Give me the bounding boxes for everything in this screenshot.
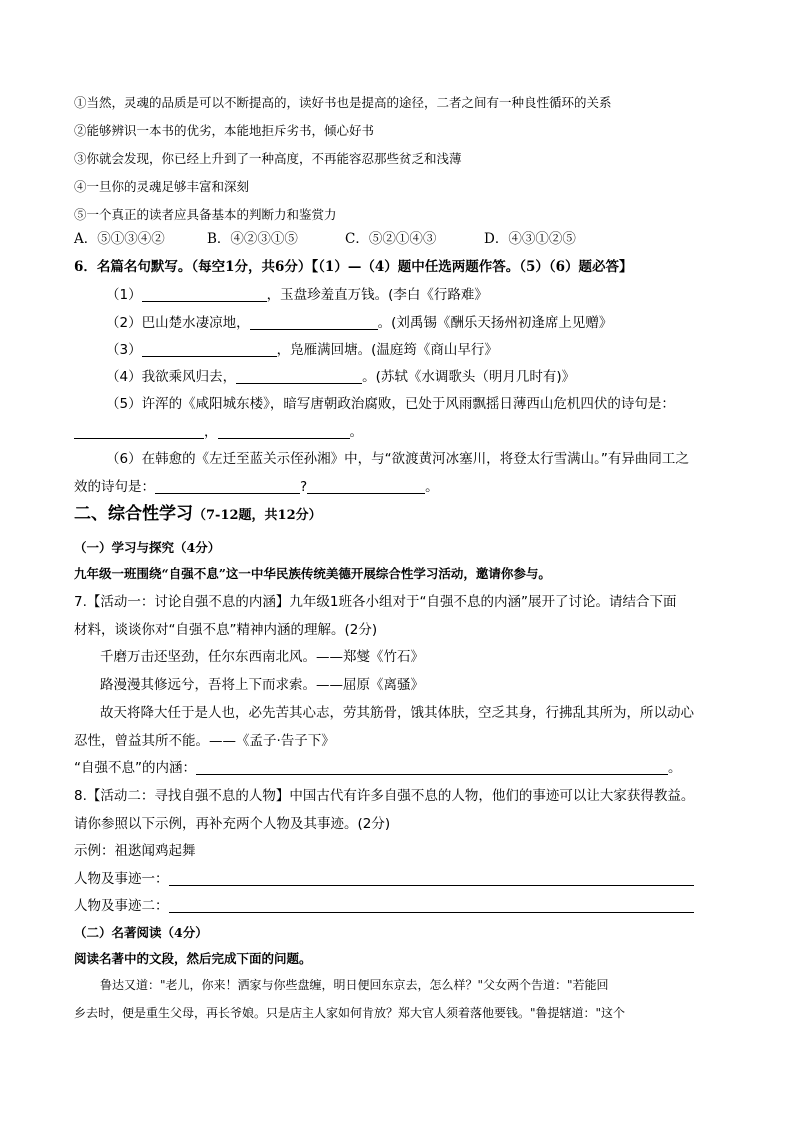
q6-item-4-pre: （4）我欲乘风归去， <box>106 369 237 385</box>
q6-item-2 <box>106 313 612 333</box>
q6-item-4 <box>106 367 575 387</box>
q8-answer-1 <box>74 869 694 889</box>
q7-material-3b: 忍性，曾益其所不能。——《孟子·告子下》 <box>74 733 335 749</box>
q6-item-5-mid: ， <box>204 424 218 440</box>
q6-item-1 <box>106 285 488 305</box>
q7-material-2: 路漫漫其修远兮，吾将上下而求索。——屈原《离骚》 <box>100 677 424 693</box>
passage-line-2: 乡去时，便是重生父母，再长爷娘。只是店主人家如何肯放？郑大官人须着落他要钱。"鲁提辖道："这个 <box>74 1006 626 1020</box>
option-1: ①当然，灵魂的品质是可以不断提高的，读好书也是提高的途径，二者之间有一种良性循环的关系 <box>74 95 612 110</box>
q6-item-5-answers <box>74 422 363 442</box>
answer-blank[interactable] <box>236 369 362 384</box>
q8-answer-1-label: 人物及事迹一： <box>74 871 169 887</box>
q6-item-6-pre: 效的诗句是： <box>74 479 155 495</box>
section-2-heading: 二、综合性学习 <box>74 504 193 524</box>
answer-blank[interactable] <box>142 287 267 302</box>
q8-answer-2-label: 人物及事迹二： <box>74 898 169 914</box>
q7-line-2: 材料，谈谈你对“自强不息”精神内涵的理解。(2分) <box>74 622 378 638</box>
option-5: ⑤一个真正的读者应具备基本的判断力和鉴赏力 <box>74 207 337 222</box>
q7-material-3a: 故天将降大任于是人也，必先苦其心志，劳其筋骨，饿其体肤，空乏其身，行拂乱其所为，所以动心 <box>100 705 694 721</box>
q8-answer-2 <box>74 896 694 916</box>
q6-item-3 <box>106 340 498 360</box>
q6-item-3-post: ，凫雁满回塘。(温庭筠《商山早行》 <box>276 342 498 358</box>
q7-answer-end: 。 <box>668 760 682 776</box>
q6-item-6: （6）在韩愈的《左迁至蓝关示侄孙湘》中，与“欲渡黄河冰塞川，将登太行雪满山。”有异曲同工之 <box>106 451 689 467</box>
q8-example: 示例：祖逖闻鸡起舞 <box>74 843 196 859</box>
q8-line-1: 8.【活动二：寻找自强不息的人物】中国古代有许多自强不息的人物，他们的事迹可以让大家获得教益。 <box>74 788 695 804</box>
answer-blank[interactable] <box>250 315 378 330</box>
answer-blank[interactable] <box>196 760 668 775</box>
answer-blank[interactable] <box>218 424 350 439</box>
q7-answer-label: “自强不息”的内涵： <box>74 760 196 776</box>
q6-item-5: （5）许浑的《咸阳城东楼》，暗写唐朝政治腐败，已处于风雨飘摇日薄西山危机四伏的诗句是： <box>106 396 675 412</box>
answer-blank[interactable] <box>74 424 204 439</box>
q6-item-4-post: 。(苏轼《水调歌头（明月几时有)》 <box>362 369 576 385</box>
choice-d: D．④③①②⑤ <box>484 231 576 247</box>
answer-blank[interactable] <box>307 479 425 494</box>
q6-item-3-pre: （3） <box>106 342 142 358</box>
q6-item-1-pre: （1） <box>106 287 142 303</box>
q7-material-1: 千磨万击还坚劲，任尔东西南北风。——郑燮《竹石》 <box>100 649 424 665</box>
q6-title: 6．名篇名句默写。（每空1分，共6分）【（1）—（4）题中任选两题作答。（5）（6）题必答】 <box>74 259 633 275</box>
q6-item-5-end: 。 <box>349 424 363 440</box>
q7-answer <box>74 758 682 778</box>
answer-blank[interactable] <box>142 342 277 357</box>
sub1-intro: 九年级一班围绕“自强不息”这一中华民族传统美德开展综合性学习活动，邀请你参与。 <box>74 566 551 581</box>
choice-c: C．⑤②①④③ <box>345 231 437 247</box>
section-2-subheading: （7-12题，共12分） <box>193 508 322 523</box>
sub2-title: （二）名著阅读（4分） <box>74 925 208 940</box>
q6-item-2-pre: （2）巴山楚水凄凉地， <box>106 315 250 331</box>
q6-item-6-answers <box>74 477 439 497</box>
sub2-intro: 阅读名著中的文段，然后完成下面的问题。 <box>74 951 312 966</box>
passage-line-1: 鲁达又道："老儿，你来！洒家与你些盘缠，明日便回东京去，怎么样？"父女两个告道："若能回 <box>100 978 609 992</box>
answer-blank[interactable] <box>169 898 694 913</box>
option-3: ③你就会发现，你已经上升到了一种高度，不再能容忍那些贫乏和浅薄 <box>74 151 462 166</box>
answer-blank[interactable] <box>169 871 694 886</box>
choice-b: B．④②③①⑤ <box>207 231 298 247</box>
q6-item-1-post: ，玉盘珍羞直万钱。(李白《行路难》 <box>266 287 488 303</box>
q6-item-6-end: 。 <box>425 479 439 495</box>
choice-a: A．⑤①③④② <box>74 231 165 247</box>
q7-line-1: 7.【活动一：讨论自强不息的内涵】九年级1班各小组对于“自强不息的内涵”展开了讨论。请结合下面 <box>74 594 677 610</box>
section-2-title <box>74 504 322 526</box>
option-2: ②能够辨识一本书的优劣，本能地拒斥劣书，倾心好书 <box>74 123 375 138</box>
option-4: ④一旦你的灵魂足够丰富和深刻 <box>74 179 250 194</box>
q6-item-6-mid: ? <box>300 479 308 495</box>
q8-line-2: 请你参照以下示例，再补充两个人物及其事迹。(2分) <box>74 816 391 832</box>
sub1-title: （一）学习与探究（4分） <box>74 540 221 555</box>
answer-blank[interactable] <box>155 479 300 494</box>
q6-item-2-post: 。(刘禹锡《酬乐天扬州初逢席上见赠》 <box>377 315 613 331</box>
